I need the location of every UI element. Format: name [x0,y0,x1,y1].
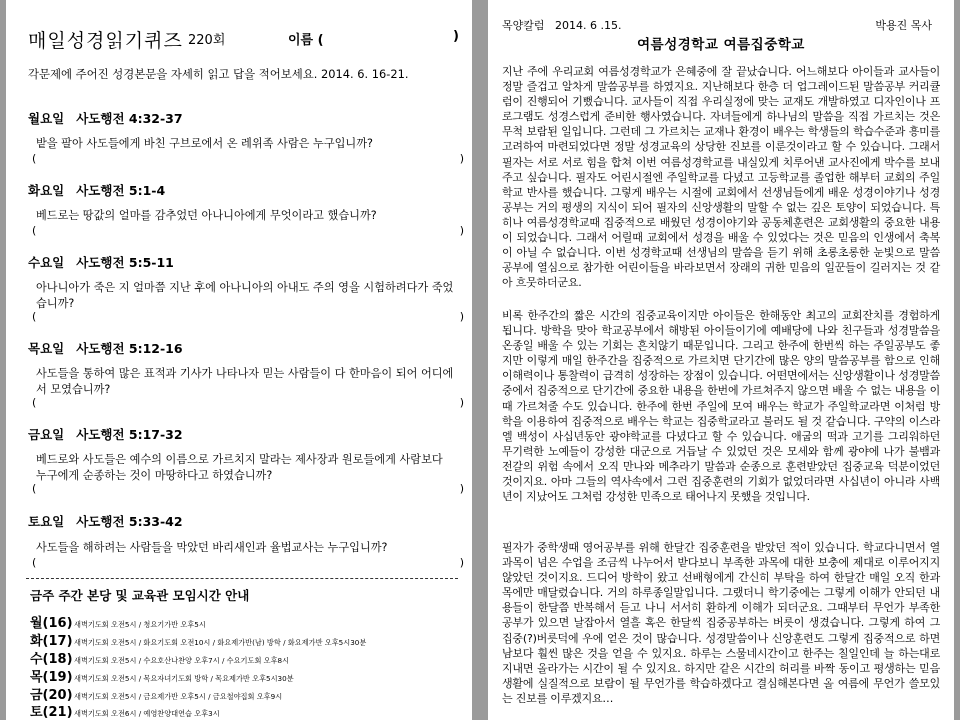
column-paragraph: 필자가 중학생때 영어공부를 위해 한달간 집중훈련을 받았던 적이 있습니다. 학교다니면서 열과목이 넘은 수업을 조금씩 나누어서 받다보니 부족한 과목에 대한 보충에 제대로 이루어지지 않았던 것이지요. 드디어 방학이 왔고 선배형에게 간신히 부탁을 하여 한달간 매일 오직 한과목에만 매달렸습니다. 거의 하루종일말입니다. 그랬더니 학기중에는 그렇게 이해가 안되던 내용들이 한달쯤 반복해서 듣고 나니 서서히 환하게 이해가 되더군요. 그때부터 무언가 부족한 공부가 있으면 날잡아서 열흘 혹은 한달씩 집중공부하는 버릇이 생겼습니다. 그렇게 하여 그 집중(?)버릇덕에 우에 얻은 것이 많습니다. 성경말씀이나 신앙훈련도 그렇게 집중적으로 하면 남보다 훨씬 많은 것을 얻을 수 있지요. 하루는 스물네시간이고 한주는 칠일인데 늘 하는대로 지내면 올라가는 시간이 될 수 있지요. 하지만 같은 시간의 허리를 바짝 동이고 평생하는 믿음생활에 실질적으로 보람이 될 무언가를 학습하겠다고 결심해본다면 올 여름에 무언가 쓸모있는 진보를 이루겠지요… [502,541,940,705]
schedule-title: 금주 주간 본당 및 교육관 모임시간 안내 [30,588,250,603]
quiz-question: 베드로와 사도들은 예수의 이름으로 가르치지 말라는 제사장과 원로들에게 사람보다 누구에게 순종하는 것이 마땅하다고 하였습니까? [36,453,443,482]
schedule-day: 월(16) [30,616,73,631]
day-name: 월요일 [28,111,65,126]
schedule-row [30,612,206,630]
schedule-row [30,701,220,719]
quiz-question: 사도들을 통하여 많은 표적과 기사가 나타나자 믿는 사람들이 다 한마음이 되어 어디에서 모였습니까? [36,367,454,396]
quiz-question: 아나니아가 죽은 지 얼마쯤 지난 후에 아나니아의 아내도 주의 영을 시험하려다가 죽었습니까? [36,281,454,310]
column-page [488,0,954,720]
quiz-page: 매일성경읽기퀴즈 220회 이름 ( ) 각문제에 주어진 성경본문을 자세히 읽고 답을 적어보세요. 2014. 6. 16-21. 월요일 사도행전 4:32-37 밭을 팔아 사도들에게 바친 구브로에서 온 레위족 사람은 누구입니까? ( ) 화요일 사도행전 5:1-4 베드로는 땅값의 얼마를 감추었던 아나니아에게 무엇이라고 했습니까? ( ) 수요일 사도행전 5:5-11 아나니아가 죽은 지 얼마쯤 지난 후에 아나니아의 아내도 주의 영을 시험하려다가 죽었습니까? ( ) 목요일 사도행전 5:12-16 사도들을 통하여 많은 표적과 기사가 나타나자 믿는 사람들이 다 한마음이 되어 어디에서 모였습니까? ( ) 금요일 사도행전 5:17-32 베드로와 사도들은 예수의 이름으로 가르치지 말라는 제사장과 원로들에게 사람보다 누구에게 순종하는 것이 마땅하다고 하였습니까? ( ) 토요일 사도행전 5:33-42 사도들을 해하려는 사람들을 막았던 바리새인과 율법교사는 누구입니까? ( ) 금주 주간 본당 및 교육관 모임시간 안내 월(16)새벽기도회 오전5시 / 청요기가반 오후5시 화(17)새벽기도회 오전5시 / 화요기도회 오전10시 / 화요제가반(남) 방학 / 화요제가반 오후5시30분 수(18)새벽기도회 오전5시 / 수요호산나찬양 오후7시 / 수요기도회 오후8시 목(19)새벽기도회 오전5시 / 목요자녀기도회 방학 / 목요제가반 오후5시30분 금(20)새벽기도회 오전5시 / 금요제가반 오후5시 / 금요철야집회 오후9시 토(21)새벽기도회 오전6시 / 예영찬양대연습 오후3시 [6,0,472,720]
schedule-detail: 새벽기도회 오전5시 / 청요기가반 오후5시 [74,620,206,629]
quiz-title: 매일성경읽기퀴즈 [28,30,183,52]
schedule-detail: 새벽기도회 오전5시 / 목요자녀기도회 방학 / 목요제가반 오후5시30분 [74,674,294,683]
schedule-detail: 새벽기도회 오전5시 / 화요기도회 오전10시 / 화요제가반(남) 방학 / 화요제가반 오후5시30분 [74,638,367,647]
column-paragraph: 지난 주에 우리교회 여름성경학교가 은혜중에 잘 끝났습니다. 어느해보다 아이들과 교사들이 정말 즐겁고 알차게 말씀공부를 하였지요. 지난해보다 한층 더 업그레이드된 말씀공부 커리큘럼이 진행되어 기뻤습니다. 교사들이 직접 우리실정에 맞는 교재도 개발하였고 디자인이나 프로그램도 성경스럽게 준비한 행사였습니다. 자녀들에게 하나님의 말씀을 직접 가르치는 것은 무척 보람된 일입니다. 그런데 그 가르치는 교재나 환경이 배우는 학생들의 학습수준과 흥미를 고려하여 마련되었다면 정말 성경교육의 상당한 진보를 이룬것이라고 할 수 있습니다. 그래서 필자는 서로 서로 힘을 합쳐 이번 여름성경학교를 내실있게 치루어낸 교사진에게 박수를 보내주고 싶습니다. 필자도 어린시절엔 주일학교를 다녔고 고등학교를 졸업한 해부터 교회의 주일학교 반사를 했습니다. 그렇게 배우는 시절에 교회에서 선생님들에게 배운 성경이야기나 성경공부는 거의 평생의 지식이 되어 필자의 신앙생활의 말할 수 없는 깊은 토양이 되었습니다. 특히나 여름성경학교때 집중적으로 배웠던 성경이야기와 공동체훈련은 교회생활의 중요한 내용이 되었습니다. 그래서 어릴때 교회에서 성경을 배울 수 있었다는 것은 믿음의 인생에서 축복이 아닐 수 없습니다. 이번 성경학교때 선생님의 말씀을 듣기 위해 초롱초롱한 눈빛으로 말씀공부에 열심으로 참가한 어린이들을 바라보면서 장래의 귀한 믿음의 일꾼들이 길러지는 것 같아 흐뭇하더군요. [502,65,940,290]
day-name: 금요일 [28,427,65,442]
day-name: 토요일 [28,514,65,529]
schedule-detail: 새벽기도회 오전6시 / 예영찬양대연습 오후3시 [74,709,220,718]
schedule-day: 토(21) [30,705,73,720]
quiz-issue: 220회 [188,33,226,48]
column-header [502,17,622,33]
scripture-ref: 사도행전 5:33-42 [76,514,183,529]
scripture-ref: 사도행전 5:12-16 [76,341,183,356]
scripture-ref: 사도행전 4:32-37 [76,111,183,126]
schedule-day: 수(18) [30,652,73,667]
scripture-ref: 사도행전 5:1-4 [76,183,166,198]
day-name: 목요일 [28,341,65,356]
day-heading [28,425,183,443]
schedule-row [30,648,289,666]
column-author: 박용진 목사 [875,19,932,32]
schedule-row [30,666,294,684]
quiz-instructions: 각문제에 주어진 성경본문을 자세히 읽고 답을 적어보세요. 2014. 6. 16-21. [28,67,409,81]
quiz-question: 사도들을 해하려는 사람들을 막았던 바리새인과 율법교사는 누구입니까? [36,541,388,554]
column-title: 여름성경학교 여름집중학교 [637,37,805,53]
day-heading [28,109,183,127]
schedule-row [30,684,282,702]
day-name: 수요일 [28,255,65,270]
column-label: 목양칼럼 [502,19,545,32]
day-heading [28,512,183,530]
schedule-day: 화(17) [30,634,73,649]
schedule-detail: 새벽기도회 오전5시 / 금요제가반 오후5시 / 금요철야집회 오후9시 [74,692,283,701]
day-name: 화요일 [28,183,65,198]
scripture-ref: 사도행전 5:17-32 [76,427,183,442]
day-heading [28,253,174,271]
section-divider [26,578,458,579]
quiz-question: 밭을 팔아 사도들에게 바친 구브로에서 온 레위족 사람은 누구입니까? [36,137,373,150]
name-field-label: 이름 ( [288,33,324,48]
quiz-question: 베드로는 땅값의 얼마를 감추었던 아나니아에게 무엇이라고 했습니까? [36,209,377,222]
schedule-detail: 새벽기도회 오전5시 / 수요호산나찬양 오후7시 / 수요기도회 오후8시 [74,656,290,665]
column-paragraph: 비록 한주간의 짧은 시간의 집중교육이지만 아이들은 한해동안 최고의 교회잔치를 경험하게 됩니다. 방학을 맞아 학교공부에서 해방된 아이들이기에 예배당에 나와 친구들과 성경말씀을 온종일 배울 수 있는 기회는 흔치않기 때문입니다. 그리고 한주에 한번씩 하는 주일공부도 좋지만 이렇게 매일 한주간을 집중적으로 가르치면 단기간에 많은 양의 말씀공부를 함으로 인해 이해력이나 통찰력이 급격히 성장하는 장점이 있습니다. 어떤면에서는 신앙생활이나 성경말씀 중에서 집중적으로 단기간에 중요한 내용을 한번에 가르쳐주지 않으면 배울 수 없는 내용을 이때 가르쳐줄 수도 있습니다. 한주에 한번 주일에 모여 배우는 학교가 주일학교라면 이처럼 방학을 이용하여 집중적으로 배우는 학교는 집중학교라고 불러도 될 것 같습니다. 구약의 이스라엘 백성이 사십년동안 광야학교를 다녔다고 할 수 있습니다. 애굽의 떡과 고기를 그리워하던 무기력한 노예들이 강성한 대군으로 거듭날 수 있었던 것은 모세와 함께 광야에 나가 불뱀과 전갈의 위험 속에서 오직 만나와 메추라기 말씀과 순종으로 훈련받았던 집중교육 덕분이었던 것이지요. 아마 그들의 역사속에서 그런 집중훈련의 기회가 없었더라면 사십년이 아니라 사백년이 지났어도 그처럼 강성한 민족으로 태어나지 못했을 것입니다. [502,309,940,504]
scripture-ref: 사도행전 5:5-11 [76,255,174,270]
name-field-close: ) [453,29,459,44]
day-heading [28,181,165,199]
schedule-day: 목(19) [30,670,73,685]
day-heading [28,339,183,357]
schedule-day: 금(20) [30,688,73,703]
schedule-row [30,630,366,648]
column-date: 2014. 6 .15. [555,19,622,32]
